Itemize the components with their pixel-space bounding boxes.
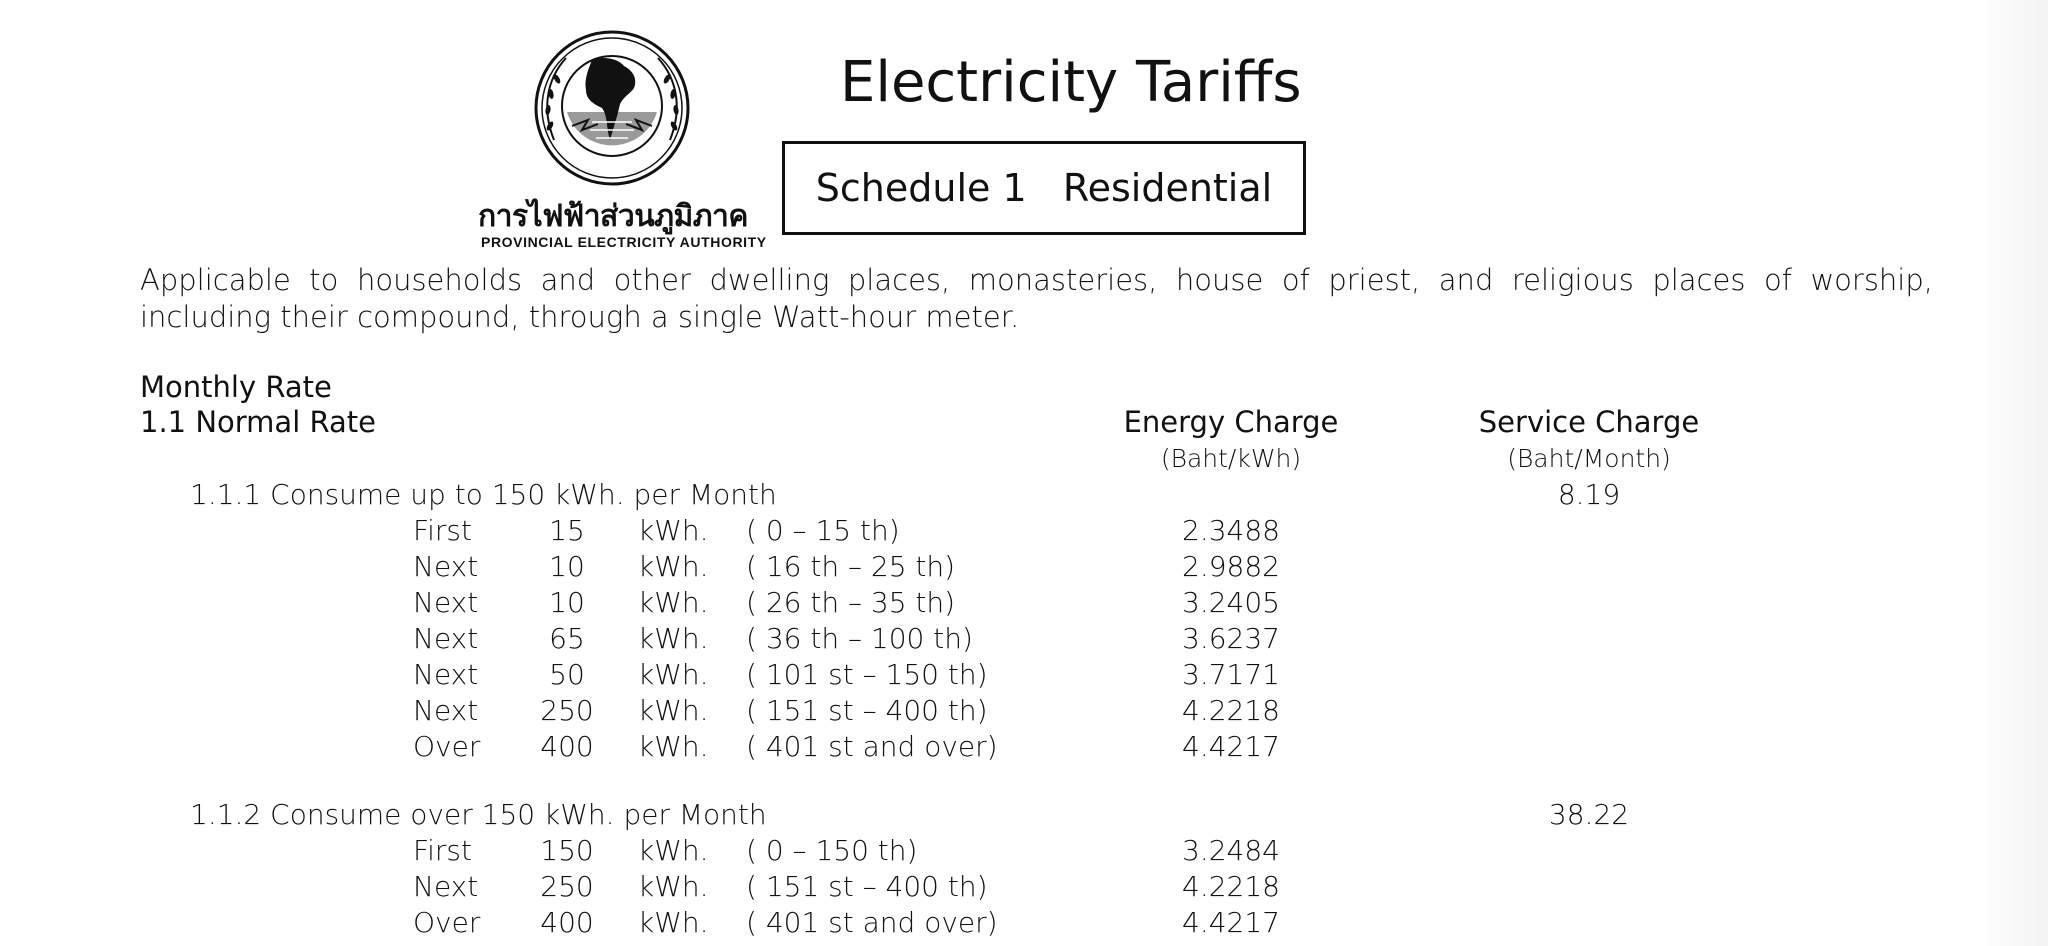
tier-range: ( 36 th – 100 th)	[746, 622, 973, 655]
tier-word: First	[413, 834, 472, 867]
description-text: Applicable to households and other dwelling places, monasteries, house of priest, and religious places of worship, including their compound, through a single Watt-hour meter.	[140, 263, 1933, 334]
logo-text-thai: การไฟฟ้าส่วนภูมิภาค	[478, 199, 748, 234]
tier-qty: 250	[540, 870, 594, 903]
tier-range: ( 101 st – 150 th)	[746, 658, 988, 691]
table-row	[0, 514, 2048, 550]
tier-word: Next	[413, 622, 479, 655]
tier-rate: 2.3488	[1182, 514, 1280, 547]
table-row	[0, 586, 2048, 622]
tier-qty: 400	[540, 906, 594, 939]
tier-qty: 250	[540, 694, 594, 727]
tier-word: Next	[413, 586, 479, 619]
schedule-label: Schedule 1 Residential	[815, 166, 1273, 210]
tier-qty: 400	[540, 730, 594, 763]
tier-unit: kWh.	[638, 906, 709, 939]
tier-unit: kWh.	[638, 658, 709, 691]
tier-rate: 3.7171	[1182, 658, 1280, 691]
service-charge-value: 38.22	[1548, 798, 1630, 831]
table-row	[0, 730, 2048, 766]
table-row	[0, 694, 2048, 730]
tier-word: Next	[413, 694, 479, 727]
tier-range: ( 401 st and over)	[746, 906, 998, 939]
tier-range: ( 0 – 15 th)	[746, 514, 900, 547]
tier-rate: 2.9882	[1182, 550, 1280, 583]
page-edge-shadow	[1978, 0, 2048, 946]
tier-word: Over	[413, 730, 481, 763]
tier-qty: 150	[540, 834, 594, 867]
logo-text-english: PROVINCIAL ELECTRICITY AUTHORITY	[481, 234, 767, 250]
table-row	[0, 906, 2048, 942]
tier-unit: kWh.	[638, 834, 709, 867]
energy-charge-unit: (Baht/kWh)	[1160, 444, 1302, 473]
table-row	[0, 622, 2048, 658]
normal-rate-heading: 1.1 Normal Rate	[140, 405, 376, 439]
tier-range: ( 151 st – 400 th)	[746, 870, 988, 903]
tier-unit: kWh.	[638, 550, 709, 583]
service-charge-unit: (Baht/Month)	[1507, 444, 1671, 473]
tier-range: ( 0 – 150 th)	[746, 834, 918, 867]
table-row	[0, 550, 2048, 586]
energy-charge-header: Energy Charge	[1123, 405, 1339, 439]
tier-word: Next	[413, 870, 479, 903]
tier-rate: 3.2484	[1182, 834, 1280, 867]
tier-word: Next	[413, 550, 479, 583]
tier-rate: 4.2218	[1182, 870, 1280, 903]
table-row	[0, 870, 2048, 906]
tier-range: ( 26 th – 35 th)	[746, 586, 956, 619]
tier-rate: 4.2218	[1182, 694, 1280, 727]
tier-word: Next	[413, 658, 479, 691]
tier-rate: 4.4217	[1182, 730, 1280, 763]
table-row	[0, 834, 2048, 870]
service-charge-header: Service Charge	[1478, 405, 1700, 439]
pea-logo-icon	[532, 30, 692, 190]
tier-rate: 3.6237	[1182, 622, 1280, 655]
tier-unit: kWh.	[638, 694, 709, 727]
tier-qty: 10	[549, 550, 585, 583]
monthly-rate-heading: Monthly Rate	[140, 370, 332, 404]
schedule-box	[782, 141, 1306, 235]
group-title: 1.1.2 Consume over 150 kWh. per Month	[190, 798, 767, 831]
tier-unit: kWh.	[638, 586, 709, 619]
tier-unit: kWh.	[638, 514, 709, 547]
tier-range: ( 401 st and over)	[746, 730, 998, 763]
tier-word: Over	[413, 906, 481, 939]
tier-range: ( 16 th – 25 th)	[746, 550, 956, 583]
group-title: 1.1.1 Consume up to 150 kWh. per Month	[190, 478, 777, 511]
tier-unit: kWh.	[638, 870, 709, 903]
service-charge-value: 8.19	[1557, 478, 1621, 511]
tier-qty: 50	[549, 658, 585, 691]
page-title: Electricity Tariffs	[840, 50, 1302, 115]
table-row	[0, 658, 2048, 694]
tier-qty: 65	[549, 622, 585, 655]
tier-rate: 3.2405	[1182, 586, 1280, 619]
tier-range: ( 151 st – 400 th)	[746, 694, 988, 727]
tier-rate: 4.4217	[1182, 906, 1280, 939]
tier-qty: 15	[549, 514, 585, 547]
tier-qty: 10	[549, 586, 585, 619]
tier-unit: kWh.	[638, 622, 709, 655]
tier-word: First	[413, 514, 472, 547]
tier-unit: kWh.	[638, 730, 709, 763]
